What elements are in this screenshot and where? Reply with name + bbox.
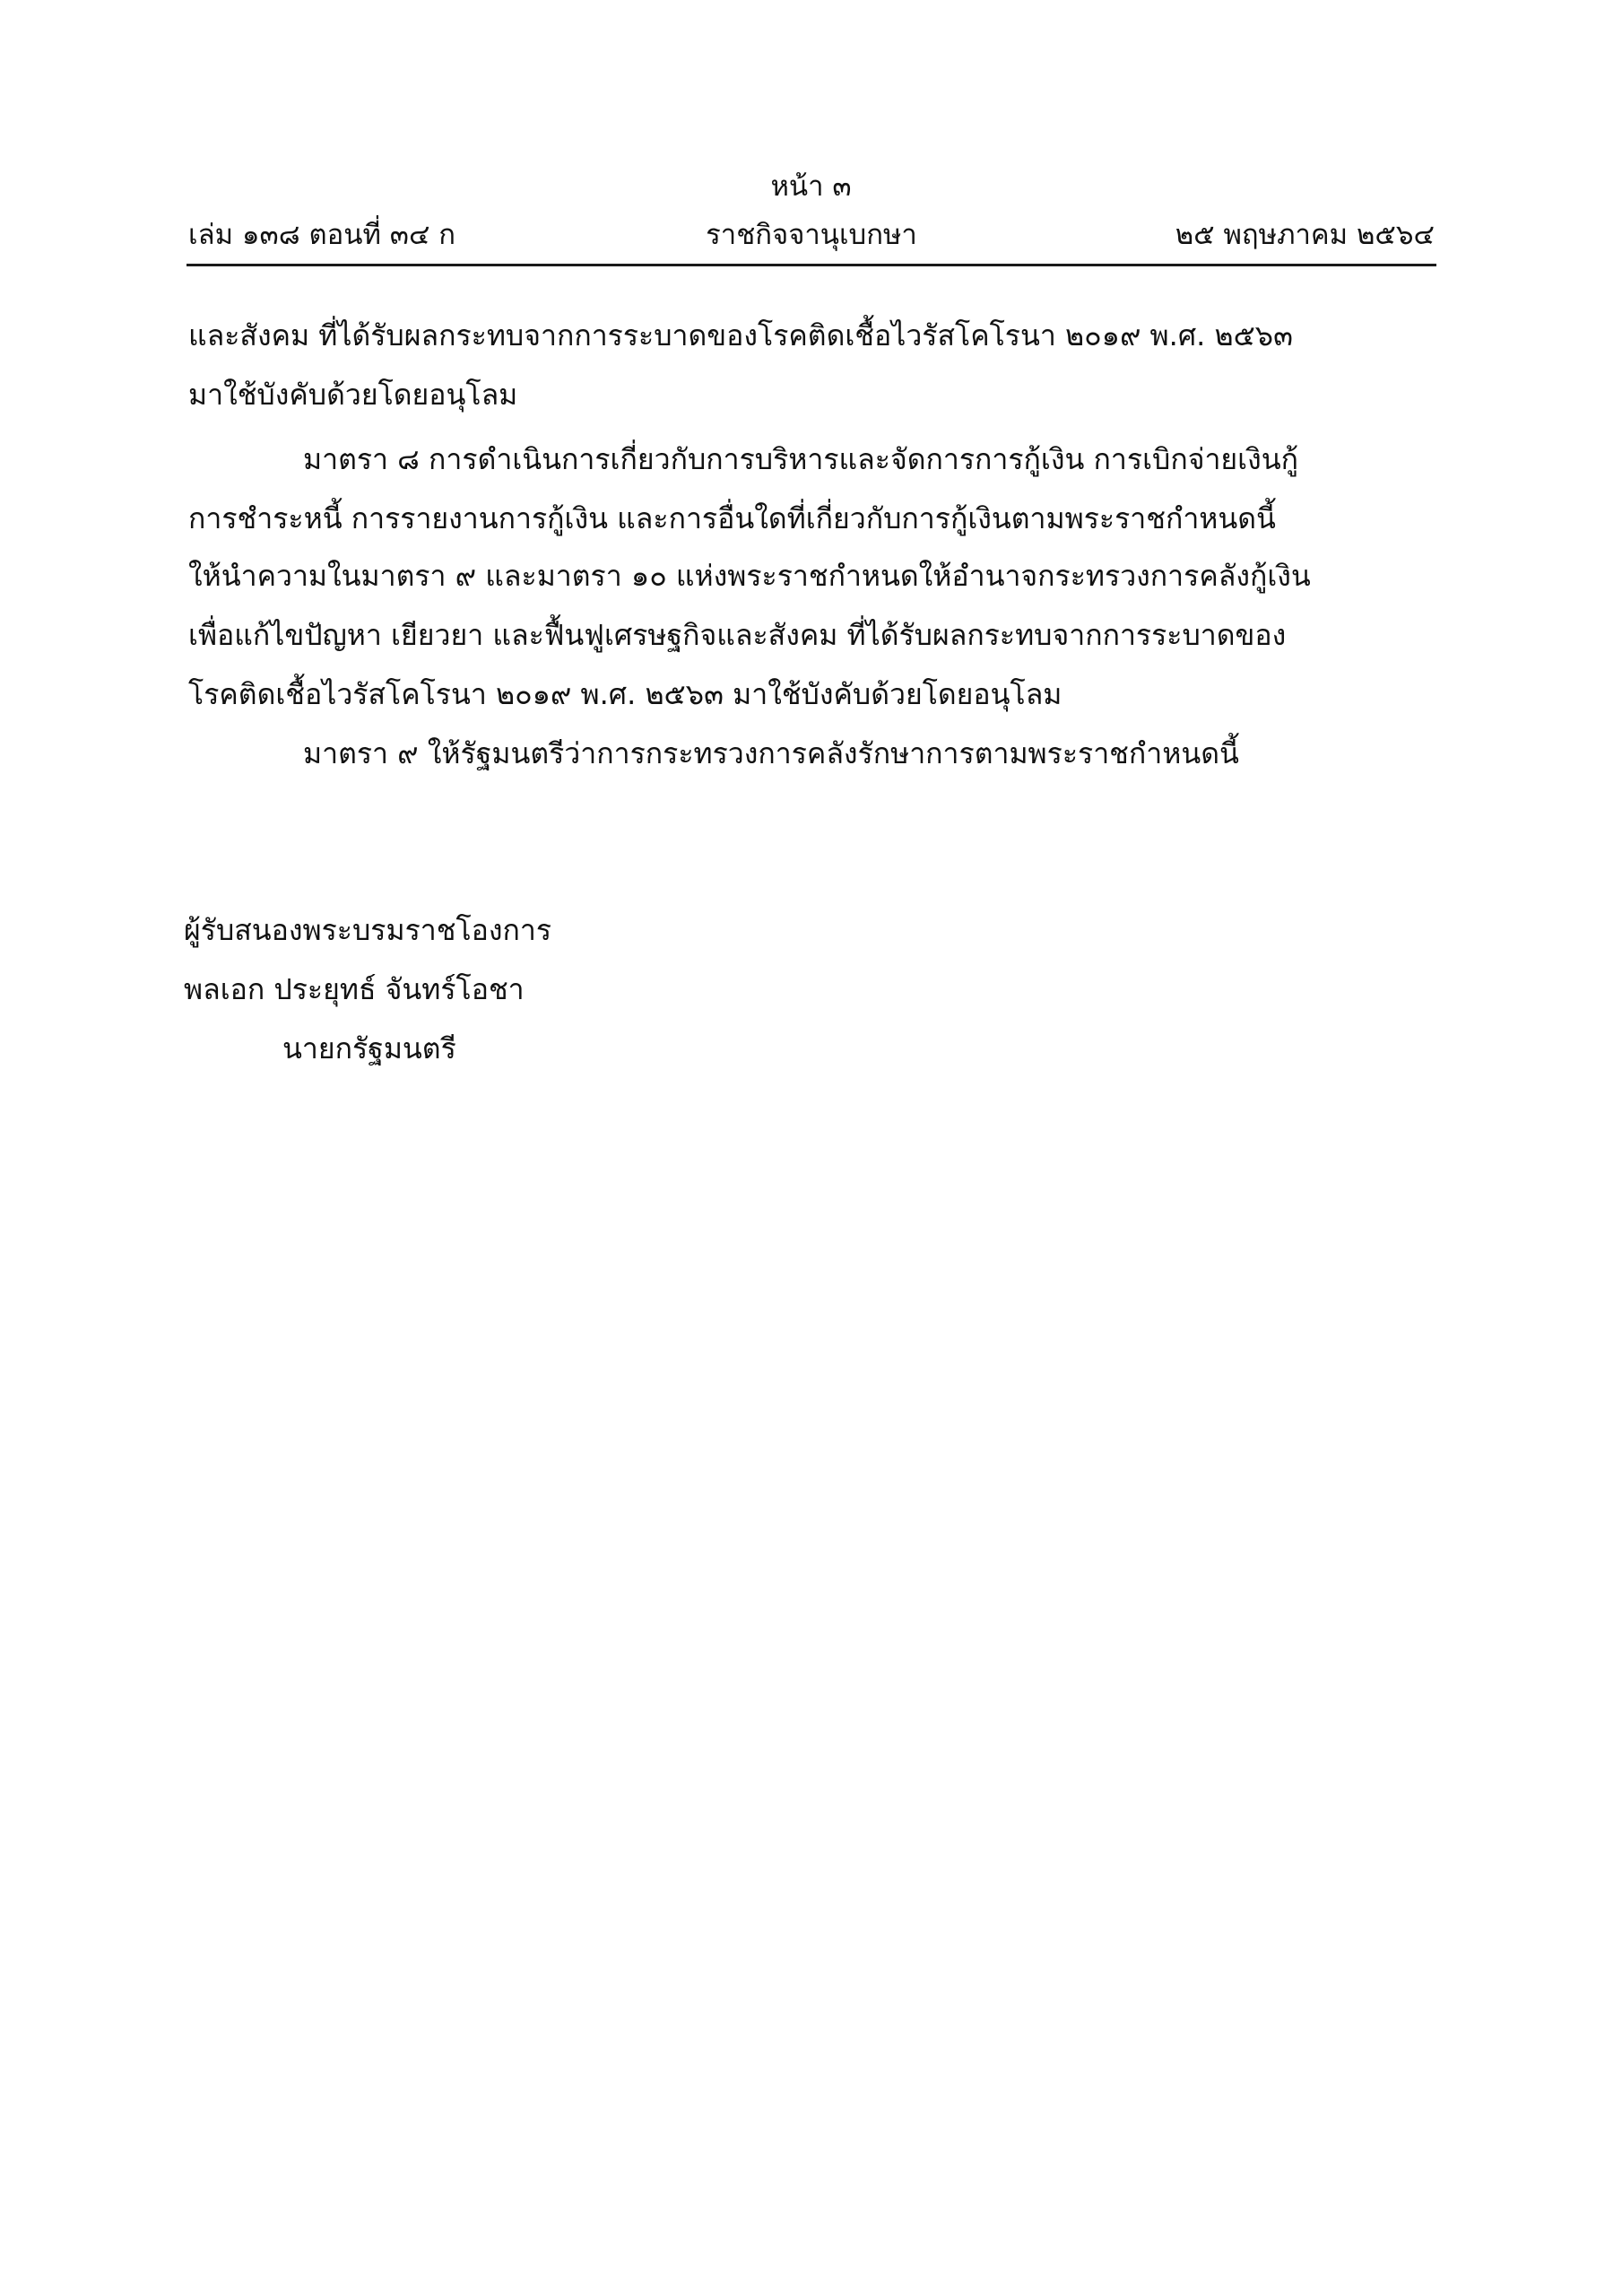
publication-date: ๒๕ พฤษภาคม ๒๕๖๔	[1175, 219, 1435, 251]
page-header	[188, 215, 1435, 255]
body-line: เพื่อแก้ไขปัญหา เยียวยา และฟื้นฟูเศรษฐกิจและสังคม ที่ได้รับผลกระทบจากการระบาดของ	[188, 618, 1287, 652]
body-line: มาใช้บังคับด้วยโดยอนุโลม	[188, 378, 518, 412]
section-8-heading-line: มาตรา ๘ การดำเนินการเกี่ยวกับการบริหารและจัดการการกู้เงิน การเบิกจ่ายเงินกู้	[303, 442, 1298, 476]
body-line: และสังคม ที่ได้รับผลกระทบจากการระบาดของโรคติดเชื้อไวรัสโคโรนา ๒๐๑๙ พ.ศ. ๒๕๖๓	[188, 318, 1293, 352]
signatory-title: นายกรัฐมนตรี	[282, 1031, 456, 1065]
publication-name: ราชกิจจานุเบกษา	[706, 219, 917, 251]
signatory-name: พลเอก ประยุทธ์ จันทร์โอชา	[184, 972, 525, 1006]
section-9-heading-line: มาตรา ๙ ให้รัฐมนตรีว่าการกระทรวงการคลังรักษาการตามพระราชกำหนดนี้	[303, 736, 1239, 770]
countersign-label: ผู้รับสนองพระบรมราชโองการ	[184, 913, 551, 947]
body-line: การชำระหนี้ การรายงานการกู้เงิน และการอื่นใดที่เกี่ยวกับการกู้เงินตามพระราชกำหนดนี้	[188, 501, 1276, 535]
volume-issue: เล่ม ๑๓๘ ตอนที่ ๓๔ ก	[188, 219, 456, 251]
body-line: โรคติดเชื้อไวรัสโคโรนา ๒๐๑๙ พ.ศ. ๒๕๖๓ มาใช้บังคับด้วยโดยอนุโลม	[188, 677, 1063, 711]
page-number: หน้า ๓	[770, 170, 852, 203]
body-line: ให้นำความในมาตรา ๙ และมาตรา ๑๐ แห่งพระราชกำหนดให้อำนาจกระทรวงการคลังกู้เงิน	[188, 559, 1311, 593]
header-divider	[186, 264, 1436, 266]
